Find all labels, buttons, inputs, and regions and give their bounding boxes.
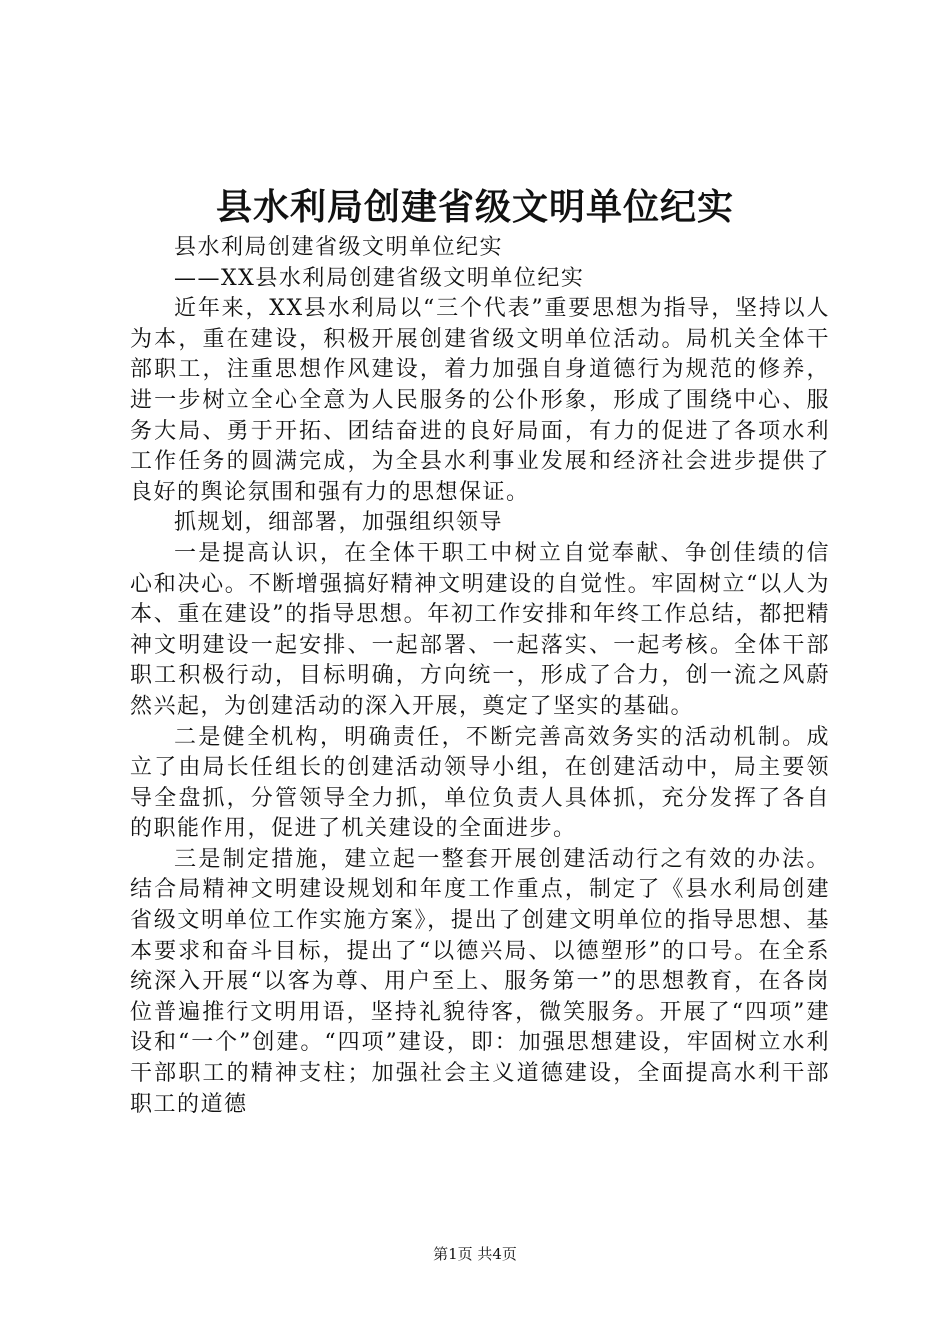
subtitle-line: 县水利局创建省级文明单位纪实 [174,235,504,260]
section-heading: 抓规划，细部署，加强组织领导 [174,510,504,536]
page-indicator: 第1页 共4页 [433,1245,517,1263]
document-title: 县水利局创建省级文明单位纪实 [215,186,734,228]
paragraph-two: 二是健全机构，明确责任，不断完善高效务实的活动机制。成立了由局长任组长的创建活动领导小组，在创建活动中，局主要领导全盘抓，分管领导全力抓，单位负责人具体抓，充分发挥了各自的职能作用，促进了机关建设的全面进步。 [130,724,830,842]
subtitle-dash-line: ——XX县水利局创建省级文明单位纪实 [174,265,585,291]
intro-paragraph: 近年来，XX县水利局以“三个代表”重要思想为指导，坚持以人为本，重在建设，积极开展创建省级文明单位活动。局机关全体干部职工，注重思想作风建设，着力加强自身道德行为规范的修养，进一步树立全心全意为人民服务的公仆形象，形成了围绕中心、服务大局、勇于开拓、团结奋进的良好局面，有力的促进了各项水利工作任务的圆满完成，为全县水利事业发展和经济社会进步提供了良好的舆论氛围和强有力的思想保证。 [130,296,830,505]
page-footer [0,1244,950,1264]
document-body [130,233,830,1120]
paragraph-three: 三是制定措施，建立起一整套开展创建活动行之有效的办法。结合局精神文明建设规划和年度工作重点，制定了《县水利局创建省级文明单位工作实施方案》，提出了创建文明单位的指导思想、基本要求和奋斗目标，提出了“以德兴局、以德塑形”的口号。在全系统深入开展“以客为尊、用户至上、服务第一”的思想教育，在各岗位普遍推行文明用语，坚持礼貌待客，微笑服务。开展了“四项”建设和“一个”创建。“四项”建设，即：加强思想建设，牢固树立水利干部职工的精神支柱；加强社会主义道德建设，全面提高水利干部职工的道德 [130,846,830,1117]
paragraph-one: 一是提高认识，在全体干职工中树立自觉奉献、争创佳绩的信心和决心。不断增强搞好精神文明建设的自觉性。牢固树立“以人为本、重在建设”的指导思想。年初工作安排和年终工作总结，都把精神文明建设一起安排、一起部署、一起落实、一起考核。全体干部职工积极行动，目标明确，方向统一，形成了合力，创一流之风蔚然兴起，为创建活动的深入开展，奠定了坚实的基础。 [130,540,830,719]
